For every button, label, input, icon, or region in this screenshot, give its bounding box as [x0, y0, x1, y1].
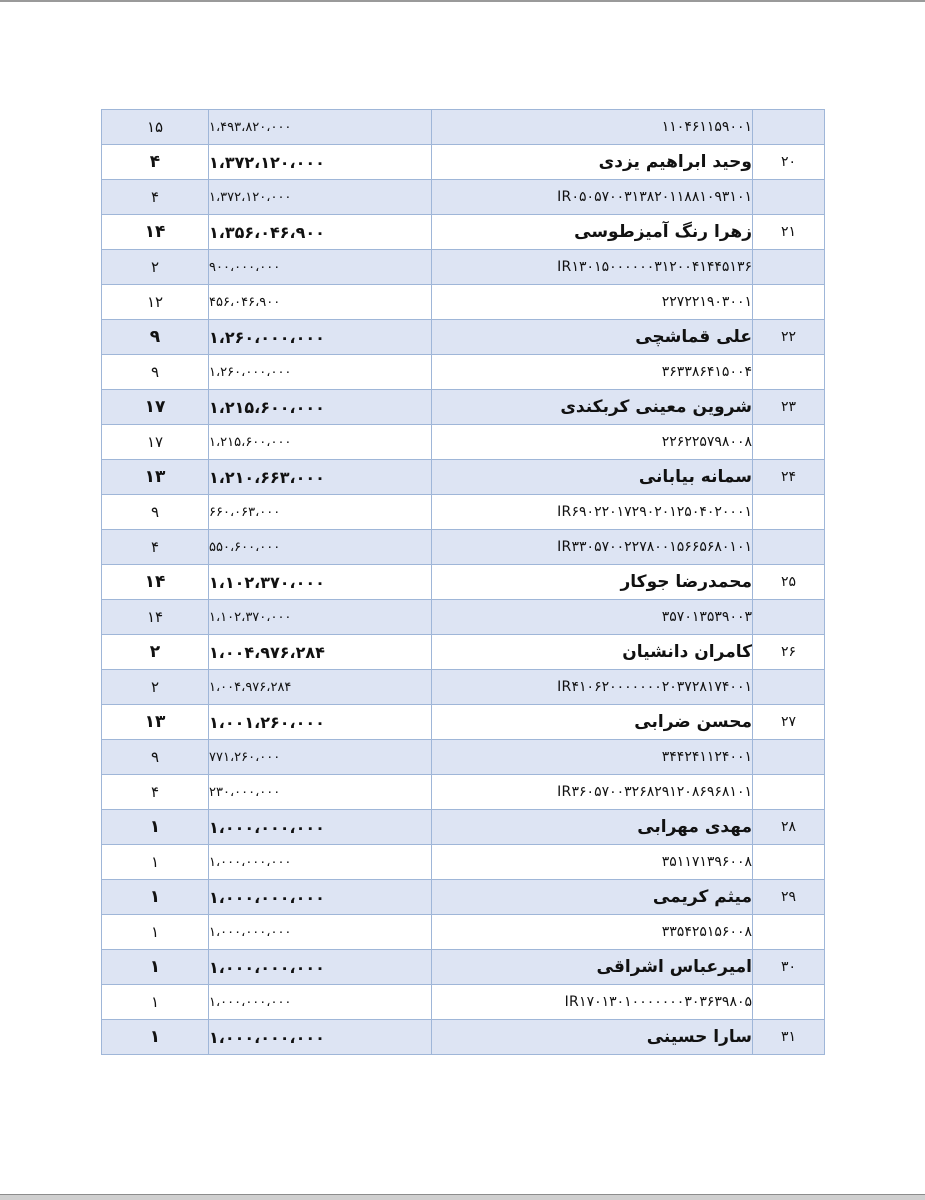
transaction-count-cell: ۱۴ — [102, 215, 209, 250]
row-number-cell: ۲۸ — [753, 810, 825, 845]
account-row — [102, 180, 825, 215]
row-number-cell — [753, 915, 825, 950]
account-number-cell: ۲۲۶۲۲۵۷۹۸۰۰۸ — [432, 425, 753, 460]
amount-cell: ۱،۰۰۰،۰۰۰،۰۰۰ — [209, 880, 432, 915]
amount-cell: ۱،۰۰۱،۲۶۰،۰۰۰ — [209, 705, 432, 740]
person-row — [102, 215, 825, 250]
amount-cell: ۱،۲۱۵،۶۰۰،۰۰۰ — [209, 425, 432, 460]
person-name-cell: زهرا رنگ آمیزطوسی — [432, 215, 753, 250]
amount-cell: ۱،۰۰۰،۰۰۰،۰۰۰ — [209, 950, 432, 985]
person-row — [102, 705, 825, 740]
account-number-cell: ۳۴۴۲۴۱۱۲۴۰۰۱ — [432, 740, 753, 775]
transaction-count-cell: ۱ — [102, 915, 209, 950]
row-number-cell: ۳۰ — [753, 950, 825, 985]
transaction-count-cell: ۴ — [102, 180, 209, 215]
amount-cell: ۱،۲۶۰،۰۰۰،۰۰۰ — [209, 355, 432, 390]
person-row — [102, 390, 825, 425]
row-number-cell: ۲۶ — [753, 635, 825, 670]
transaction-count-cell: ۹ — [102, 320, 209, 355]
amount-cell: ۱،۰۰۰،۰۰۰،۰۰۰ — [209, 915, 432, 950]
account-row — [102, 740, 825, 775]
account-row — [102, 425, 825, 460]
person-row — [102, 950, 825, 985]
amount-cell: ۱،۳۷۲،۱۲۰،۰۰۰ — [209, 145, 432, 180]
transaction-count-cell: ۲ — [102, 635, 209, 670]
account-number-cell: IR۴۱۰۶۲۰۰۰۰۰۰۰۲۰۳۷۲۸۱۷۴۰۰۱ — [432, 670, 753, 705]
transaction-count-cell: ۴ — [102, 530, 209, 565]
row-number-cell — [753, 600, 825, 635]
transaction-count-cell: ۱ — [102, 845, 209, 880]
account-number-cell: ۳۶۳۳۸۶۴۱۵۰۰۴ — [432, 355, 753, 390]
transaction-count-cell: ۹ — [102, 355, 209, 390]
row-number-cell: ۲۳ — [753, 390, 825, 425]
account-number-cell: IR۳۳۰۵۷۰۰۲۲۷۸۰۰۱۵۶۶۵۶۸۰۱۰۱ — [432, 530, 753, 565]
amount-cell: ۱،۴۹۳،۸۲۰،۰۰۰ — [209, 110, 432, 145]
amount-cell: ۱،۲۱۵،۶۰۰،۰۰۰ — [209, 390, 432, 425]
account-row — [102, 285, 825, 320]
row-number-cell — [753, 530, 825, 565]
row-number-cell: ۲۴ — [753, 460, 825, 495]
amount-cell: ۱،۰۰۴،۹۷۶،۲۸۴ — [209, 670, 432, 705]
person-row — [102, 1020, 825, 1055]
payments-table — [101, 109, 825, 1055]
transaction-count-cell: ۱۳ — [102, 460, 209, 495]
transaction-count-cell: ۱ — [102, 950, 209, 985]
transaction-count-cell: ۱۴ — [102, 565, 209, 600]
person-row — [102, 635, 825, 670]
top-border-line — [0, 0, 925, 2]
transaction-count-cell: ۱۳ — [102, 705, 209, 740]
person-name-cell: میثم کریمی — [432, 880, 753, 915]
transaction-count-cell: ۱ — [102, 985, 209, 1020]
row-number-cell — [753, 110, 825, 145]
bottom-border-line — [0, 1194, 925, 1200]
account-number-cell: IR۱۷۰۱۳۰۱۰۰۰۰۰۰۰۳۰۳۶۳۹۸۰۵ — [432, 985, 753, 1020]
person-name-cell: شروین معینی کربکندی — [432, 390, 753, 425]
row-number-cell: ۲۷ — [753, 705, 825, 740]
account-number-cell: ۳۵۷۰۱۳۵۳۹۰۰۳ — [432, 600, 753, 635]
transaction-count-cell: ۹ — [102, 740, 209, 775]
amount-cell: ۴۵۶،۰۴۶،۹۰۰ — [209, 285, 432, 320]
person-name-cell: محمدرضا جوکار — [432, 565, 753, 600]
account-row — [102, 110, 825, 145]
row-number-cell: ۲۰ — [753, 145, 825, 180]
row-number-cell — [753, 845, 825, 880]
amount-cell: ۱،۰۰۴،۹۷۶،۲۸۴ — [209, 635, 432, 670]
account-row — [102, 355, 825, 390]
account-number-cell: IR۳۶۰۵۷۰۰۳۲۶۸۲۹۱۲۰۸۶۹۶۸۱۰۱ — [432, 775, 753, 810]
row-number-cell — [753, 425, 825, 460]
amount-cell: ۱،۰۰۰،۰۰۰،۰۰۰ — [209, 985, 432, 1020]
transaction-count-cell: ۲ — [102, 250, 209, 285]
transaction-count-cell: ۱ — [102, 1020, 209, 1055]
transaction-count-cell: ۱۷ — [102, 390, 209, 425]
person-row — [102, 145, 825, 180]
account-number-cell: ۳۳۵۴۲۵۱۵۶۰۰۸ — [432, 915, 753, 950]
person-name-cell: سارا حسینی — [432, 1020, 753, 1055]
amount-cell: ۱،۱۰۲،۳۷۰،۰۰۰ — [209, 565, 432, 600]
row-number-cell — [753, 495, 825, 530]
account-row — [102, 600, 825, 635]
account-row — [102, 985, 825, 1020]
person-row — [102, 810, 825, 845]
account-number-cell: ۲۲۷۲۲۱۹۰۳۰۰۱ — [432, 285, 753, 320]
account-row — [102, 845, 825, 880]
transaction-count-cell: ۱۲ — [102, 285, 209, 320]
amount-cell: ۱،۳۵۶،۰۴۶،۹۰۰ — [209, 215, 432, 250]
amount-cell: ۱،۲۶۰،۰۰۰،۰۰۰ — [209, 320, 432, 355]
transaction-count-cell: ۲ — [102, 670, 209, 705]
account-row — [102, 915, 825, 950]
amount-cell: ۱،۲۱۰،۶۶۳،۰۰۰ — [209, 460, 432, 495]
row-number-cell — [753, 285, 825, 320]
row-number-cell — [753, 775, 825, 810]
row-number-cell — [753, 670, 825, 705]
person-name-cell: سمانه بیابانی — [432, 460, 753, 495]
transaction-count-cell: ۴ — [102, 145, 209, 180]
transaction-count-cell: ۱۵ — [102, 110, 209, 145]
payments-table-body — [102, 110, 825, 1055]
account-row — [102, 250, 825, 285]
amount-cell: ۶۶۰،۰۶۳،۰۰۰ — [209, 495, 432, 530]
transaction-count-cell: ۱ — [102, 880, 209, 915]
transaction-count-cell: ۱۷ — [102, 425, 209, 460]
row-number-cell — [753, 180, 825, 215]
person-row — [102, 320, 825, 355]
amount-cell: ۱،۰۰۰،۰۰۰،۰۰۰ — [209, 810, 432, 845]
row-number-cell: ۲۵ — [753, 565, 825, 600]
amount-cell: ۱،۰۰۰،۰۰۰،۰۰۰ — [209, 845, 432, 880]
row-number-cell: ۲۱ — [753, 215, 825, 250]
person-name-cell: امیرعباس اشراقی — [432, 950, 753, 985]
row-number-cell — [753, 355, 825, 390]
account-number-cell: ۳۵۱۱۷۱۳۹۶۰۰۸ — [432, 845, 753, 880]
account-number-cell: IR۶۹۰۲۲۰۱۷۲۹۰۲۰۱۲۵۰۴۰۲۰۰۰۱ — [432, 495, 753, 530]
row-number-cell: ۲۲ — [753, 320, 825, 355]
account-number-cell: ۱۱۰۴۶۱۱۵۹۰۰۱ — [432, 110, 753, 145]
transaction-count-cell: ۹ — [102, 495, 209, 530]
transaction-count-cell: ۱ — [102, 810, 209, 845]
amount-cell: ۷۷۱،۲۶۰،۰۰۰ — [209, 740, 432, 775]
person-name-cell: علی قماشچی — [432, 320, 753, 355]
person-row — [102, 565, 825, 600]
amount-cell: ۱،۱۰۲،۳۷۰،۰۰۰ — [209, 600, 432, 635]
row-number-cell — [753, 250, 825, 285]
account-row — [102, 495, 825, 530]
amount-cell: ۹۰۰،۰۰۰،۰۰۰ — [209, 250, 432, 285]
row-number-cell: ۲۹ — [753, 880, 825, 915]
person-row — [102, 460, 825, 495]
person-name-cell: محسن ضرابی — [432, 705, 753, 740]
account-number-cell: IR۰۵۰۵۷۰۰۳۱۳۸۲۰۱۱۸۸۱۰۹۳۱۰۱ — [432, 180, 753, 215]
row-number-cell: ۳۱ — [753, 1020, 825, 1055]
person-name-cell: کامران دانشیان — [432, 635, 753, 670]
amount-cell: ۵۵۰،۶۰۰،۰۰۰ — [209, 530, 432, 565]
account-row — [102, 530, 825, 565]
row-number-cell — [753, 740, 825, 775]
person-row — [102, 880, 825, 915]
row-number-cell — [753, 985, 825, 1020]
account-row — [102, 775, 825, 810]
amount-cell: ۲۳۰،۰۰۰،۰۰۰ — [209, 775, 432, 810]
amount-cell: ۱،۰۰۰،۰۰۰،۰۰۰ — [209, 1020, 432, 1055]
transaction-count-cell: ۱۴ — [102, 600, 209, 635]
account-number-cell: IR۱۳۰۱۵۰۰۰۰۰۰۳۱۲۰۰۴۱۴۴۵۱۳۶ — [432, 250, 753, 285]
transaction-count-cell: ۴ — [102, 775, 209, 810]
amount-cell: ۱،۳۷۲،۱۲۰،۰۰۰ — [209, 180, 432, 215]
person-name-cell: وحید ابراهیم یزدی — [432, 145, 753, 180]
person-name-cell: مهدی مهرابی — [432, 810, 753, 845]
account-row — [102, 670, 825, 705]
